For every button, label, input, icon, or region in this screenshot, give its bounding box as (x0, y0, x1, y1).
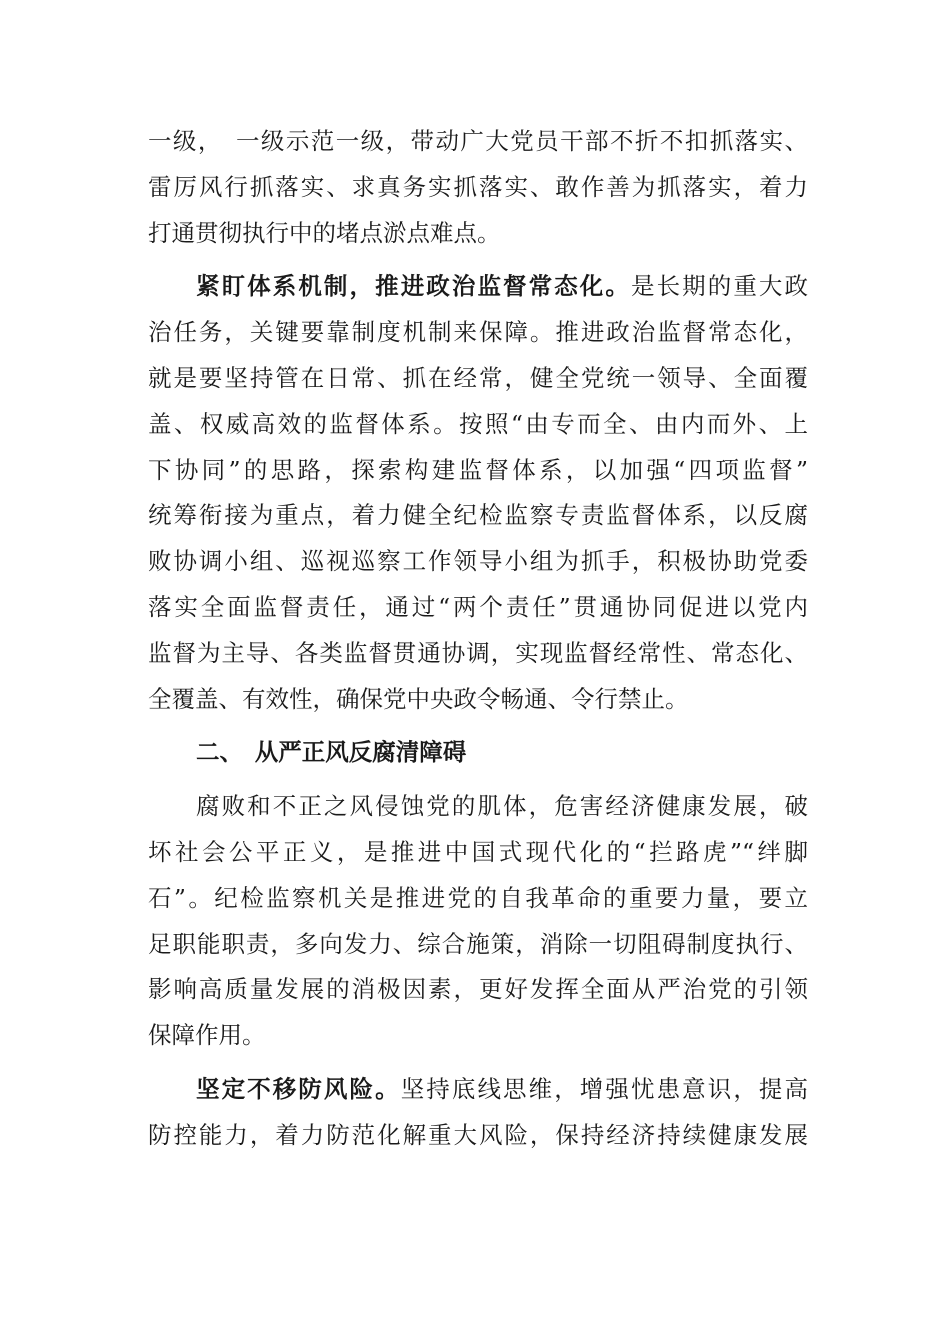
paragraph-line (148, 1067, 808, 1113)
paragraph-line: 石”。纪检监察机关是推进党的自我革命的重要力量，要立 (148, 883, 808, 912)
paragraph-line: 治任务，关键要靠制度机制来保障。推进政治监督常态化， (148, 318, 808, 347)
paragraph-line: 影响高质量发展的消极因素，更好发挥全面从严治党的引领 (148, 975, 808, 1004)
section-heading: 二、 从严正风反腐清障碍 (196, 738, 467, 767)
paragraph-line: 保障作用。 (148, 1021, 266, 1050)
paragraph-line: 下协同”的思路，探索构建监督体系，以加强“四项监督” (148, 455, 808, 484)
paragraph-line: 雷厉风行抓落实、求真务实抓落实、敢作善为抓落实，着力 (148, 172, 808, 201)
paragraph-line: 打通贯彻执行中的堵点淤点难点。 (148, 218, 501, 247)
paragraph-line: 盖、权威高效的监督体系。按照“由专而全、由内而外、上 (148, 409, 808, 438)
paragraph-lead-title: 紧盯体系机制，推进政治监督常态化。 (196, 272, 631, 301)
paragraph-text: 是长期的重大政 (630, 272, 808, 301)
paragraph-line (148, 264, 808, 310)
paragraph-text: 坚持底线思维，增强忧患意识，提高 (400, 1074, 808, 1103)
paragraph-line: 监督为主导、各类监督贯通协调，实现监督经常性、常态化、 (148, 638, 808, 667)
paragraph-line: 就是要坚持管在日常、抓在经常，健全党统一领导、全面覆 (148, 363, 808, 392)
paragraph-line: 一级， 一级示范一级，带动广大党员干部不折不扣抓落实、 (148, 127, 808, 155)
paragraph-line: 落实全面监督责任，通过“两个责任”贯通协同促进以党内 (148, 592, 808, 621)
paragraph-line: 坏社会公平正义，是推进中国式现代化的“拦路虎”“绊脚 (148, 837, 808, 866)
paragraph-lead-title: 坚定不移防风险。 (196, 1074, 401, 1103)
paragraph-line: 败协调小组、巡视巡察工作领导小组为抓手，积极协助党委 (148, 547, 808, 576)
paragraph-line: 腐败和不正之风侵蚀党的肌体，危害经济健康发展，破 (196, 792, 808, 821)
paragraph-line: 足职能职责，多向发力、综合施策，消除一切阻碍制度执行、 (148, 929, 808, 958)
document-body (148, 119, 808, 1159)
paragraph-line: 防控能力，着力防范化解重大风险，保持经济持续健康发展 (148, 1120, 808, 1149)
paragraph-line: 统筹衔接为重点，着力健全纪检监察专责监督体系，以反腐 (148, 501, 808, 530)
paragraph-4 (148, 1067, 808, 1159)
paragraph-line: 全覆盖、有效性，确保党中央政令畅通、令行禁止。 (148, 684, 689, 713)
paragraph-3 (148, 784, 808, 1059)
paragraph-1 (148, 119, 808, 256)
paragraph-2 (148, 264, 808, 722)
